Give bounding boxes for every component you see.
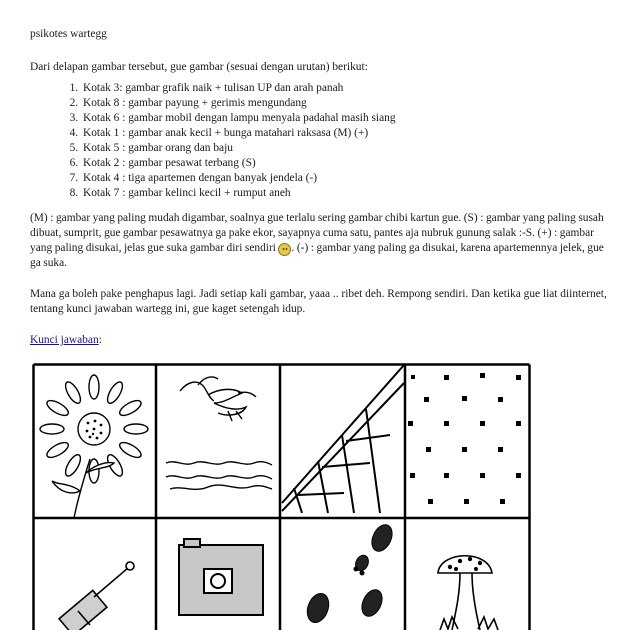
kunci-line [30, 333, 615, 348]
document-body [30, 27, 615, 348]
camera-drawing [179, 539, 263, 615]
page-title: psikotes wartegg [30, 28, 107, 40]
eraser-paragraph: Mana ga boleh pake penghapus lagi. Jadi setiap kali gambar, yaaa .. ribet deh. Rempong sendiri. Dan ketika gue liat diinternet, tentang kunci jawaban wartegg ini, gue kaget setengah idup. [30, 288, 607, 315]
legend-text-part2: . (-) : gambar yang paling ga disukai, karena apartemennya jelek, gue ga suka. [30, 242, 604, 269]
legend-text-part1: (M) : gambar yang paling mudah digambar, soalnya gue terlalu sering gambar chibi kartun gue. (S) : gambar yang paling susah dibuat, sumprit, gue gambar pesawatnya ga pake ekor, sayapnya cuma satu, pantes aja nubruk gunung salak :-S. (+) : gambar yang paling disukai, jelas gue suka gambar diri sendiri [30, 212, 604, 254]
list-item: 8. Kotak 7 : gambar kelinci kecil + rumput aneh [81, 186, 615, 201]
list-item: 1. Kotak 3: gambar grafik naik + tulisan UP dan arah panah [81, 81, 615, 96]
list-item: 5. Kotak 5 : gambar orang dan baju [81, 141, 615, 156]
list-item: 2. Kotak 8 : gambar payung + gerimis mengundang [81, 96, 615, 111]
smiley-icon: •• [278, 243, 291, 256]
list-item: 7. Kotak 4 : tiga apartemen dengan banyak jendela (-) [81, 171, 615, 186]
kunci-jawaban-link[interactable]: Kunci jawaban [30, 334, 99, 346]
list-item: 4. Kotak 1 : gambar anak kecil + bunga matahari raksasa (M) (+) [81, 126, 615, 141]
list-item: 6. Kotak 2 : gambar pesawat terbang (S) [81, 156, 615, 171]
drawing-list [30, 81, 615, 201]
intro-text: Dari delapan gambar tersebut, gue gambar (sesuai dengan urutan) berikut: [30, 61, 368, 73]
list-item: 3. Kotak 6 : gambar mobil dengan lampu menyala padahal masih siang [81, 111, 615, 126]
kunci-colon: : [98, 334, 102, 346]
wartegg-answer-image [32, 363, 531, 630]
legend-paragraph [30, 211, 615, 271]
